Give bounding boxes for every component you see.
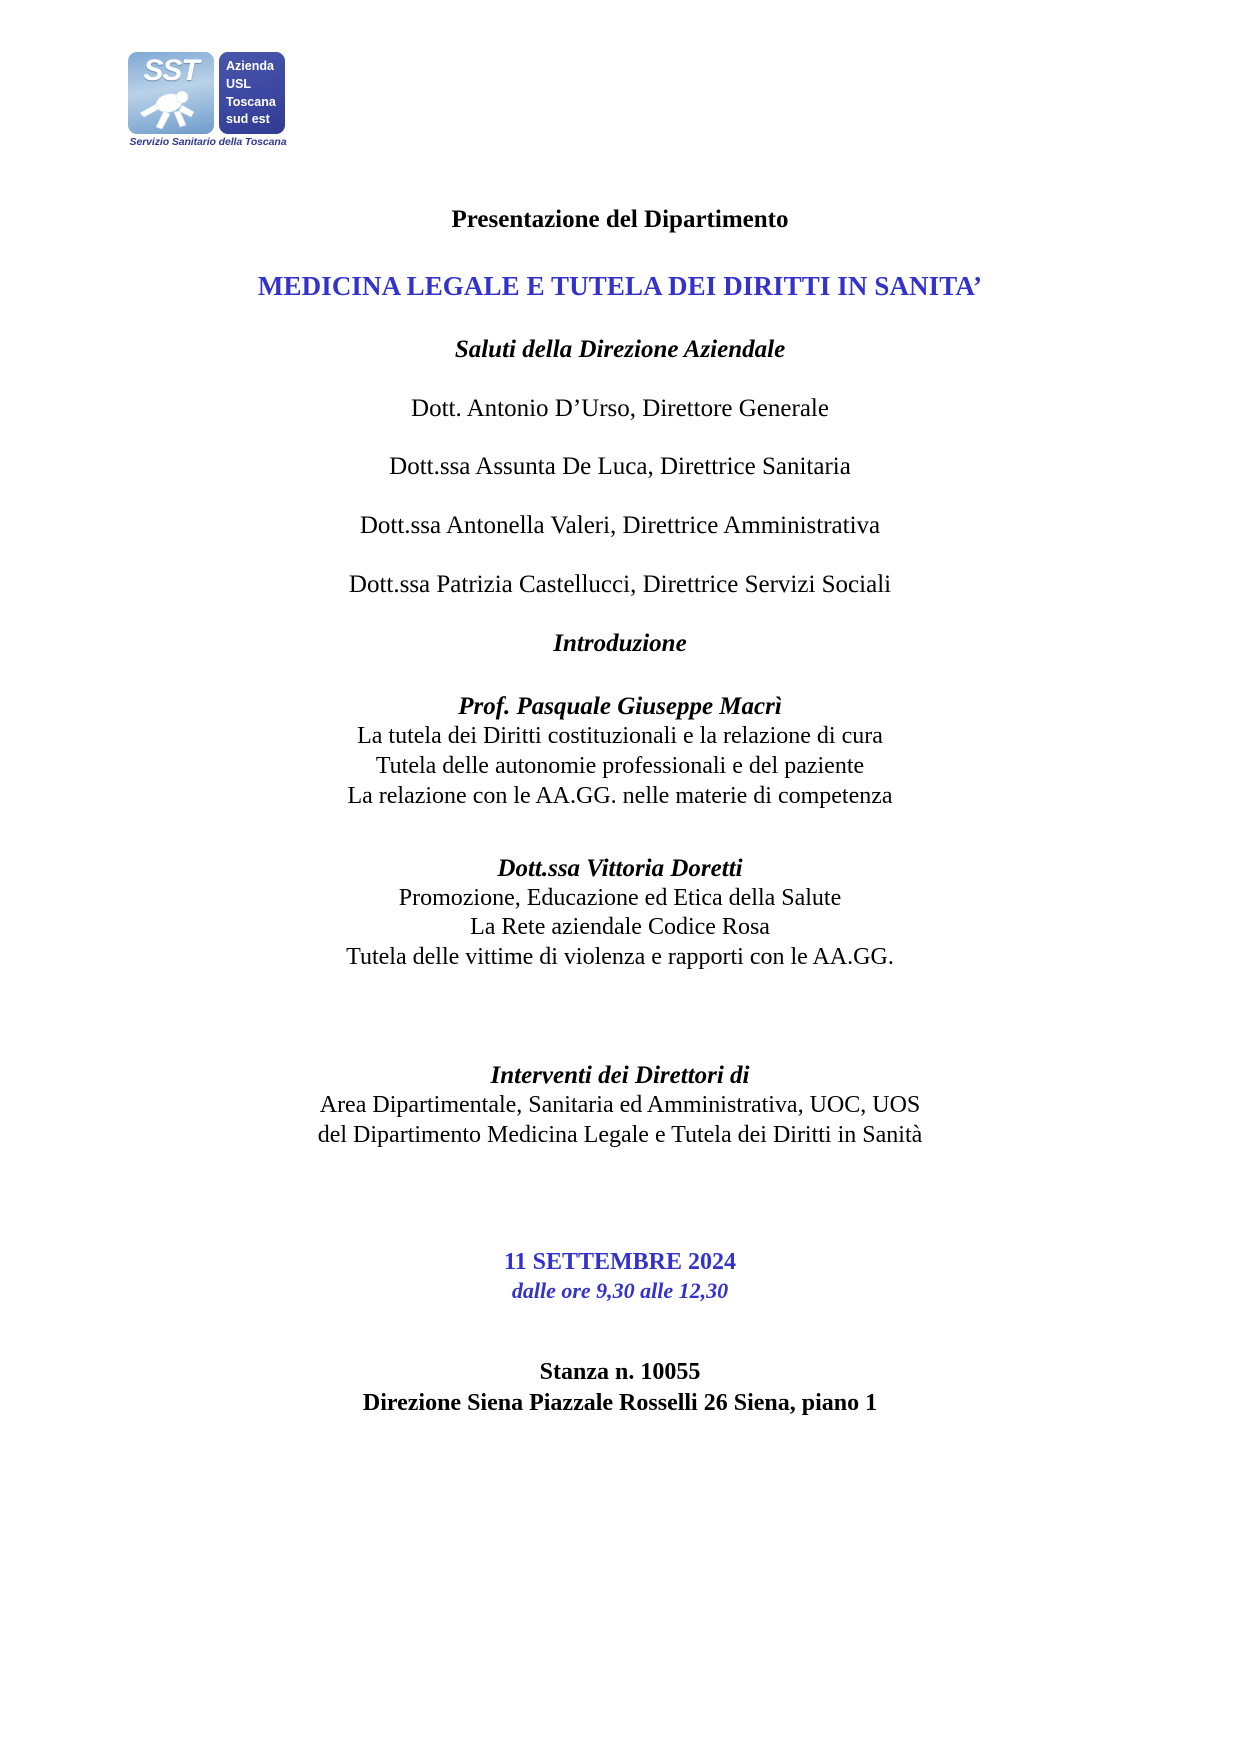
interventions-line: del Dipartimento Medicina Legale e Tutela dei Diritti in Sanità — [317, 1121, 923, 1148]
speaker-topic: La tutela dei Diritti costituzionali e la relazione di cura — [357, 723, 883, 750]
interventions-block — [0, 1061, 1240, 1151]
speaker-topic: Tutela delle autonomie professionali e del paziente — [375, 753, 865, 780]
badge-line-toscana: Toscana — [226, 94, 276, 109]
badge-line-usl: USL — [226, 76, 251, 91]
venue-address: Direzione Siena Piazzale Rosselli 26 Siena, piano 1 — [362, 1389, 878, 1416]
list-item: Dott.ssa Patrizia Castellucci, Direttrice Servizi Sociali — [348, 570, 892, 598]
kicker-heading: Presentazione del Dipartimento — [451, 206, 789, 233]
poster-content — [0, 206, 1240, 1419]
sst-mark-icon — [128, 52, 214, 134]
sst-mark-text: SST — [143, 54, 199, 87]
event-date: 11 SETTEMBRE 2024 — [503, 1249, 737, 1276]
speaker-topic: Promozione, Educazione ed Etica della Salute — [398, 884, 842, 911]
speaker-block-doretti — [0, 854, 1240, 973]
list-item: Dott.ssa Antonella Valeri, Direttrice Amministrativa — [359, 512, 881, 540]
page-title: MEDICINA LEGALE E TUTELA DEI DIRITTI IN SANITA’ — [257, 270, 983, 301]
list-item: Dott. Antonio D’Urso, Direttore Generale — [411, 394, 829, 422]
event-time: dalle ore 9,30 alle 12,30 — [511, 1278, 729, 1304]
interventions-heading: Interventi dei Direttori di — [490, 1061, 750, 1089]
introduction-heading: Introduzione — [553, 629, 687, 657]
greetings-list — [0, 395, 1240, 600]
speaker-topic: La relazione con le AA.GG. nelle materie di competenza — [347, 782, 893, 809]
event-date-block — [0, 1248, 1240, 1304]
organization-logo — [128, 52, 288, 152]
logo-row — [128, 52, 288, 134]
interventions-line: Area Dipartimentale, Sanitaria ed Amministrativa, UOC, UOS — [319, 1091, 921, 1118]
speaker-name: Prof. Pasquale Giuseppe Macrì — [458, 693, 782, 721]
running-figure-icon — [136, 86, 202, 132]
badge-line-sudest: sud est — [226, 112, 270, 127]
azienda-usl-badge — [219, 52, 285, 134]
venue-block — [0, 1357, 1240, 1419]
logo-caption: Servizio Sanitario della Toscana — [129, 136, 287, 148]
speaker-block-macri — [0, 692, 1240, 811]
list-item: Dott.ssa Assunta De Luca, Direttrice Sanitaria — [389, 453, 851, 481]
badge-line-azienda: Azienda — [226, 59, 274, 73]
greetings-heading: Saluti della Direzione Aziendale — [454, 335, 786, 363]
speaker-topic: Tutela delle vittime di violenza e rapporti con le AA.GG. — [346, 944, 894, 971]
speaker-name: Dott.ssa Vittoria Doretti — [497, 854, 743, 882]
speaker-topic: La Rete aziendale Codice Rosa — [470, 914, 770, 941]
venue-room: Stanza n. 10055 — [539, 1358, 701, 1385]
